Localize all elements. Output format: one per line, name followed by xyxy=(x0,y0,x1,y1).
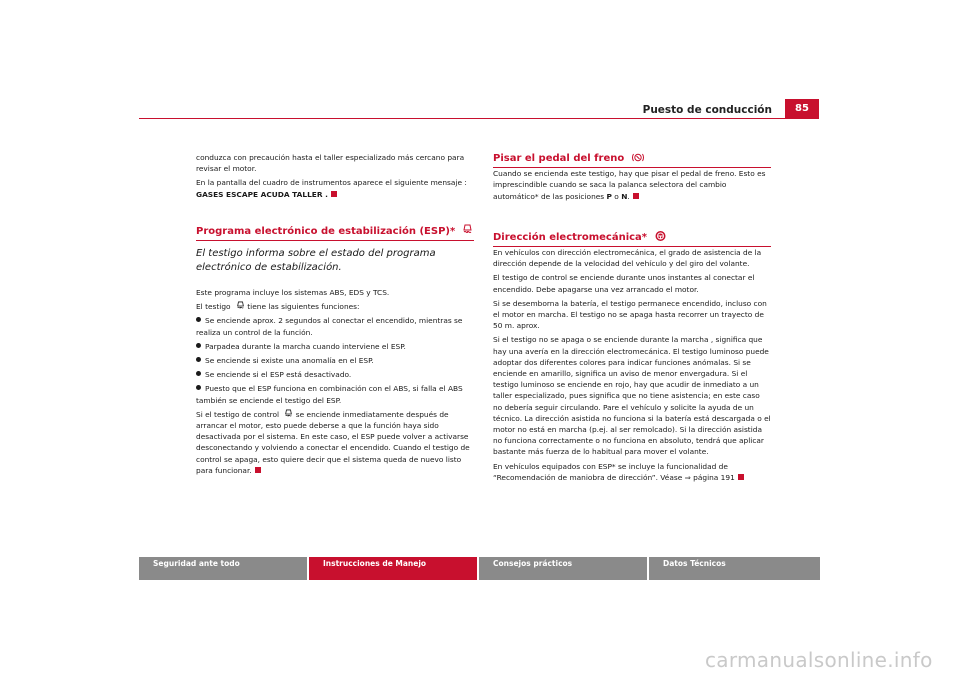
footer-tab-datos[interactable]: Datos Técnicos xyxy=(649,557,820,580)
list-item: Se enciende si el ESP está desactivado. xyxy=(196,369,474,380)
esp-inline-icon xyxy=(236,301,245,311)
esp-subtitle: El testigo informa sobre el estado del programa electrónico de estabilización. xyxy=(196,248,436,274)
bullet-icon xyxy=(196,317,201,322)
brake-pedal-icon xyxy=(631,152,645,163)
bullet-icon xyxy=(196,343,201,348)
header-divider xyxy=(139,118,819,119)
footer-tab-consejos[interactable]: Consejos prácticos xyxy=(479,557,647,580)
intro-paragraph-2: En la pantalla del cuadro de instrumentos aparece el siguiente mensaje : GASES ESCAPE ACUDA TALLER . xyxy=(196,178,467,199)
end-marker-icon xyxy=(331,191,337,197)
esp-paragraph-2: El testigo tiene las siguientes funciones: xyxy=(196,302,360,312)
end-marker-icon xyxy=(255,467,261,473)
bullet-icon xyxy=(196,371,201,376)
page-header-title: Puesto de conducción xyxy=(642,104,772,116)
steering-paragraph-4: Si el testigo no se apaga o se enciende durante la marcha , significa que hay una avería en la dirección electromecánica. El testigo luminoso puede adoptar dos diferentes colores para indicar funciones anómalas. Si se enciende en amarillo, significa un aviso de menor envergadura. Si el testigo luminoso se enciende en rojo, hay que acudir de inmediato a un taller especializado, pues significa que no tiene asistencia; en este caso no debería seguir circulando. Pare el vehículo y solicite la ayuda de un técnico. La dirección asistida no funciona si la batería está descargada o el motor no está en marcha (p.ej. al ser remolcado). Si la dirección asistida no funciona correctamente o no funciona en absoluto, tendrá que aplicar bastante más fuerza de lo habitual para mover el volante. xyxy=(493,335,771,457)
esp-paragraph-3: Si el testigo de control se enciende inmediatamente después de arrancar el motor, esto puede deberse a que la función haya sido desactivada por el sistema. En este caso, el ESP puede volver a activarse desconectando y volviendo a conectar el encendido. Cuando el testigo de control se apaga, esto quiere decir que el sistema queda de nuevo listo para funcionar. xyxy=(196,409,470,475)
steering-paragraph-1: En vehículos con dirección electromecánica, el grado de asistencia de la dirección depende de la velocidad del vehículo y del giro del volante. xyxy=(493,248,762,269)
bullet-icon xyxy=(196,357,201,362)
esp-heading: Programa electrónico de estabilización (ESP)* xyxy=(196,224,474,241)
esp-warning-icon xyxy=(462,224,473,236)
esp-inline-icon xyxy=(284,409,293,419)
left-column xyxy=(196,152,474,479)
display-message: GASES ESCAPE ACUDA TALLER . xyxy=(196,189,328,199)
end-marker-icon xyxy=(633,193,639,199)
list-item: Parpadea durante la marcha cuando interviene el ESP. xyxy=(196,341,474,352)
steering-paragraph-5: En vehículos equipados con ESP* se incluye la funcionalidad de “Recomendación de maniobra de dirección”. Véase ⇒ página 191 xyxy=(493,461,771,483)
intro-paragraph-1: conduzca con precaución hasta el taller especializado más cercano para revisar el motor. xyxy=(196,153,465,174)
page-number: 85 xyxy=(785,99,819,118)
list-item: Puesto que el ESP funciona en combinación con el ABS, si falla el ABS también se enciende el testigo del ESP. xyxy=(196,384,463,405)
list-item: Se enciende si existe una anomalía en el ESP. xyxy=(196,355,474,366)
steering-paragraph-2: El testigo de control se enciende durante unos instantes al conectar el encendido. Debe apagarse una vez arrancado el motor. xyxy=(493,273,755,294)
footer-tab-instrucciones[interactable]: Instrucciones de Manejo xyxy=(309,557,477,580)
steering-paragraph-3: Si se desemborna la batería, el testigo permanece encendido, incluso con el motor en marcha. El testigo no se apaga hasta recorrer un trayecto de 50 m. aprox. xyxy=(493,298,767,331)
right-column xyxy=(493,152,771,486)
list-item: Se enciende aprox. 2 segundos al conectar el encendido, mientras se realiza un control de la función. xyxy=(196,316,463,337)
watermark: carmanualsonline.info xyxy=(705,648,933,672)
end-marker-icon xyxy=(738,474,744,480)
bullet-icon xyxy=(196,385,201,390)
footer-tab-seguridad[interactable]: Seguridad ante todo xyxy=(139,557,307,580)
esp-paragraph-1: Este programa incluye los sistemas ABS, EDS y TCS. xyxy=(196,288,390,298)
brake-paragraph: Cuando se encienda este testigo, hay que pisar el pedal de freno. Esto es imprescindible cuando se saca la palanca selectora del cambio automático* de las posiciones P o N. xyxy=(493,169,766,201)
brake-heading: Pisar el pedal del freno xyxy=(493,152,771,168)
steering-heading: Dirección electromecánica* xyxy=(493,230,771,247)
steering-warning-icon xyxy=(654,230,667,242)
